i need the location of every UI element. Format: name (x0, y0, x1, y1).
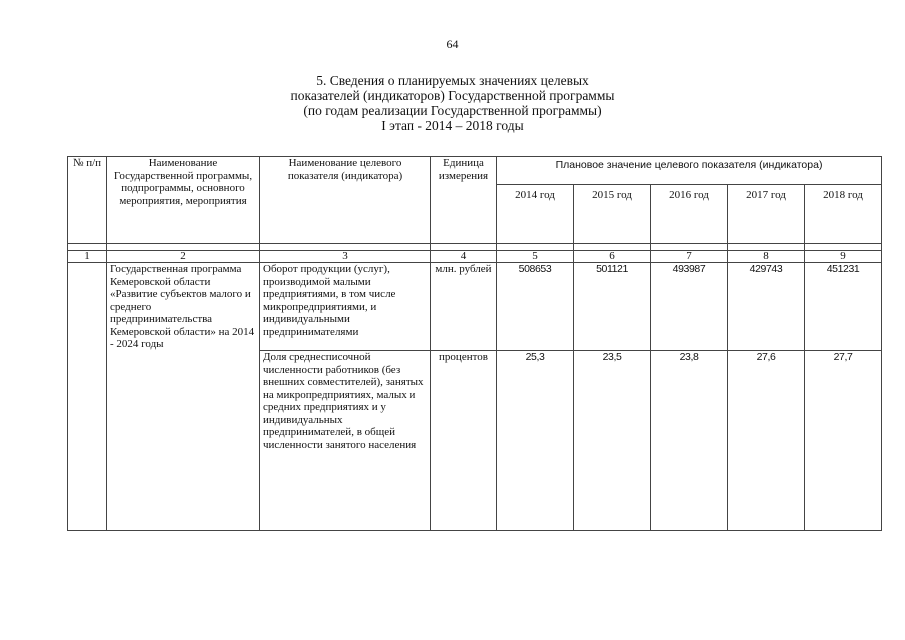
column-number-9: 9 (805, 251, 882, 263)
value-2018: 27,7 (805, 351, 882, 531)
gap-cell (68, 244, 107, 251)
header-plan-value: Плановое значение целевого показателя (индикатора) (497, 157, 882, 185)
title-line-3: (по годам реализации Государственной программы) (303, 103, 602, 118)
header-year-2017: 2017 год (728, 185, 805, 244)
unit-cell: процентов (431, 351, 497, 531)
column-number-6: 6 (574, 251, 651, 263)
value-2015: 501121 (574, 263, 651, 351)
value-2018: 451231 (805, 263, 882, 351)
header-indicator: Наименование целевого показателя (индикатора) (260, 157, 431, 244)
indicator-cell: Доля среднесписочной численности работников (без внешних совместителей), занятых на микропредприятиях, малых и средних предприятиях и у индивидуальных предпринимателей, в общей численности занятого населения (260, 351, 431, 531)
gap-cell (574, 244, 651, 251)
header-program-name: Наименование Государственной программы, подпрограммы, основного мероприятия, мероприятия (107, 157, 260, 244)
header-year-2014: 2014 год (497, 185, 574, 244)
title-line-4: I этап - 2014 – 2018 годы (381, 118, 524, 133)
table-row (68, 263, 882, 351)
indicator-cell: Оборот продукции (услуг), производимой малыми предприятиями, в том числе микропредприятиями, и индивидуальными предпринимателями (260, 263, 431, 351)
gap-cell (805, 244, 882, 251)
program-number-cell (68, 263, 107, 531)
column-number-3: 3 (260, 251, 431, 263)
gap-cell (497, 244, 574, 251)
indicators-table (67, 156, 882, 531)
header-year-2018: 2018 год (805, 185, 882, 244)
column-number-2: 2 (107, 251, 260, 263)
unit-cell: млн. рублей (431, 263, 497, 351)
value-2016: 23,8 (651, 351, 728, 531)
gap-cell (260, 244, 431, 251)
header-unit: Единица измерения (431, 157, 497, 244)
column-number-8: 8 (728, 251, 805, 263)
value-2014: 25,3 (497, 351, 574, 531)
gap-cell (107, 244, 260, 251)
value-2017: 429743 (728, 263, 805, 351)
header-year-2016: 2016 год (651, 185, 728, 244)
gap-cell (651, 244, 728, 251)
column-number-7: 7 (651, 251, 728, 263)
header-year-2015: 2015 год (574, 185, 651, 244)
column-number-1: 1 (68, 251, 107, 263)
gap-cell (728, 244, 805, 251)
column-number-4: 4 (431, 251, 497, 263)
page-number: 64 (446, 37, 459, 51)
value-2016: 493987 (651, 263, 728, 351)
document-title (0, 73, 905, 133)
value-2017: 27,6 (728, 351, 805, 531)
value-2015: 23,5 (574, 351, 651, 531)
column-number-5: 5 (497, 251, 574, 263)
title-line-1: 5. Сведения о планируемых значениях целевых (316, 73, 589, 88)
program-name-cell: Государственная программа Кемеровской области «Развитие субъектов малого и среднего предпринимательства Кемеровской области» на 2014 - 2024 годы (107, 263, 260, 531)
gap-cell (431, 244, 497, 251)
header-num: № п/п (68, 157, 107, 244)
title-line-2: показателей (индикаторов) Государственной программы (290, 88, 615, 103)
value-2014: 508653 (497, 263, 574, 351)
